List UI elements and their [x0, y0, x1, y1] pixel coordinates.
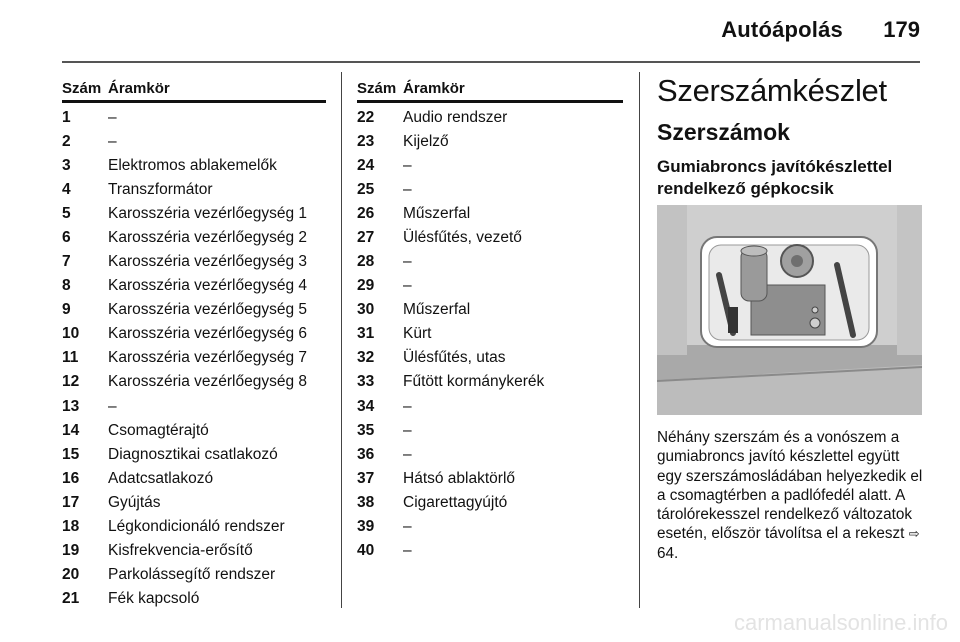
fuse-number: 28	[357, 253, 375, 271]
column-header-number: Szám	[357, 80, 403, 102]
table-row	[357, 515, 623, 539]
table-row	[62, 226, 326, 250]
fuse-number: 13	[62, 397, 80, 415]
fuse-number: 5	[62, 204, 71, 222]
column-header-circuit: Áramkör	[108, 80, 326, 102]
table-row	[62, 298, 326, 322]
fuse-number: 19	[62, 542, 80, 560]
circuit-name: –	[403, 156, 412, 174]
column-divider	[639, 72, 640, 608]
fuse-number: 4	[62, 180, 71, 198]
fuse-table-2	[357, 80, 623, 563]
fuse-number: 20	[62, 566, 80, 584]
column-divider	[341, 72, 342, 608]
table-row	[62, 274, 326, 298]
fuse-number: 34	[357, 397, 375, 415]
circuit-name: Csomagtérajtó	[108, 421, 209, 439]
tool-kit-photo	[657, 205, 922, 415]
table-row	[62, 346, 326, 370]
circuit-name: –	[403, 253, 412, 271]
circuit-name: Kürt	[403, 325, 432, 343]
fuse-number: 6	[62, 228, 71, 246]
fuse-number: 3	[62, 156, 71, 174]
table-row	[357, 298, 623, 322]
column-header-circuit: Áramkör	[403, 80, 623, 102]
fuse-number: 21	[62, 590, 80, 608]
fuse-number: 31	[357, 325, 375, 343]
fuse-number: 1	[62, 109, 71, 127]
fuse-number: 2	[62, 132, 71, 150]
table-row	[357, 322, 623, 346]
circuit-name: Cigarettagyújtó	[403, 493, 508, 511]
body-text: Néhány szerszám és a vonószem a gumiabroncs javító készlettel együtt egy szerszámosládában helyezkedik el a csomagtérben a padlófedél alatt. A tárolórekesszel rendelkező változatok esetén, először távolítsa el a rekeszt	[657, 429, 923, 543]
body-paragraph	[657, 428, 927, 563]
table-row	[62, 491, 326, 515]
circuit-name: Elektromos ablakemelők	[108, 156, 277, 174]
table-row	[62, 370, 326, 394]
table-row	[62, 250, 326, 274]
header-divider	[62, 61, 920, 63]
fuse-number: 24	[357, 156, 375, 174]
fuse-number: 35	[357, 421, 375, 439]
fuse-number: 26	[357, 204, 375, 222]
circuit-name: Transzformátor	[108, 180, 213, 198]
circuit-name: Kijelző	[403, 132, 449, 150]
circuit-name: Ülésfűtés, vezető	[403, 228, 522, 246]
fuse-number: 27	[357, 228, 375, 246]
fuse-number: 36	[357, 445, 375, 463]
table-row	[357, 226, 623, 250]
table-row	[357, 419, 623, 443]
section-subtitle: Szerszámok	[657, 119, 790, 145]
table-row	[357, 102, 623, 130]
circuit-name: Parkolássegítő rendszer	[108, 566, 276, 584]
fuse-number: 15	[62, 445, 80, 463]
circuit-name: –	[403, 421, 412, 439]
circuit-name: Karosszéria vezérlőegység 4	[108, 277, 308, 295]
fuse-number: 22	[357, 109, 375, 127]
table-row	[357, 130, 623, 154]
circuit-name: Fűtött kormánykerék	[403, 373, 545, 391]
fuse-number: 17	[62, 493, 80, 511]
fuse-table-1	[62, 80, 326, 611]
circuit-name: Karosszéria vezérlőegység 1	[108, 204, 308, 222]
table-row	[357, 202, 623, 226]
table-row	[62, 515, 326, 539]
table-row	[62, 202, 326, 226]
page-reference[interactable]: 64.	[657, 544, 679, 562]
table-row	[62, 130, 326, 154]
table-row	[357, 539, 623, 563]
fuse-number: 7	[62, 253, 71, 271]
table-row	[357, 178, 623, 202]
circuit-name: Audio rendszer	[403, 109, 508, 127]
fuse-table-2-column	[357, 80, 623, 563]
table-row	[357, 370, 623, 394]
table-row	[357, 274, 623, 298]
fuse-number: 29	[357, 277, 375, 295]
toolkit-section	[657, 72, 927, 562]
table-row	[62, 102, 326, 130]
fuse-number: 11	[62, 349, 79, 367]
circuit-name: Diagnosztikai csatlakozó	[108, 445, 278, 463]
circuit-name: Fék kapcsoló	[108, 590, 200, 608]
arrow-right-icon: ⇨	[908, 526, 920, 542]
section-subsubtitle: Gumiabroncs javítókészlettel rendelkező gépkocsik	[657, 157, 893, 198]
table-row	[62, 587, 326, 611]
section-title: Szerszámkészlet	[657, 73, 887, 108]
fuse-number: 38	[357, 493, 375, 511]
table-row	[62, 322, 326, 346]
circuit-name: Karosszéria vezérlőegység 2	[108, 228, 308, 246]
circuit-name: –	[108, 109, 117, 127]
fuse-number: 33	[357, 373, 375, 391]
table-row	[62, 419, 326, 443]
fuse-number: 8	[62, 277, 71, 295]
page-number: 179	[883, 17, 920, 42]
circuit-name: Karosszéria vezérlőegység 7	[108, 349, 308, 367]
page-header	[0, 0, 960, 60]
table-row	[357, 154, 623, 178]
table-row	[357, 395, 623, 419]
table-row	[62, 395, 326, 419]
circuit-name: –	[403, 180, 412, 198]
table-row	[357, 443, 623, 467]
fuse-number: 14	[62, 421, 80, 439]
table-row	[357, 346, 623, 370]
fuse-table-1-column	[62, 80, 326, 611]
table-row	[62, 563, 326, 587]
circuit-name: Adatcsatlakozó	[108, 469, 214, 487]
circuit-name: Karosszéria vezérlőegység 6	[108, 325, 308, 343]
table-row	[62, 467, 326, 491]
table-header-row	[357, 80, 623, 102]
fuse-number: 12	[62, 373, 80, 391]
circuit-name: –	[403, 518, 412, 536]
fuse-number: 37	[357, 469, 375, 487]
fuse-number: 23	[357, 132, 375, 150]
fuse-number: 10	[62, 325, 80, 343]
circuit-name: –	[403, 397, 412, 415]
table-row	[357, 491, 623, 515]
fuse-number: 39	[357, 518, 375, 536]
table-row	[62, 443, 326, 467]
table-row	[62, 178, 326, 202]
circuit-name: Műszerfal	[403, 301, 471, 319]
circuit-name: –	[108, 397, 117, 415]
fuse-number: 9	[62, 301, 71, 319]
table-row	[62, 154, 326, 178]
circuit-name: Műszerfal	[403, 204, 471, 222]
fuse-number: 25	[357, 180, 375, 198]
table-row	[357, 250, 623, 274]
fuse-number: 30	[357, 301, 375, 319]
fuse-number: 40	[357, 542, 375, 560]
circuit-name: Karosszéria vezérlőegység 5	[108, 301, 308, 319]
table-row	[62, 539, 326, 563]
page-title: Autóápolás	[721, 17, 843, 42]
fuse-number: 18	[62, 518, 80, 536]
column-header-number: Szám	[62, 80, 108, 102]
circuit-name: Gyújtás	[108, 493, 161, 511]
watermark: carmanualsonline.info	[733, 610, 948, 635]
circuit-name: Légkondicionáló rendszer	[108, 518, 285, 536]
table-header-row	[62, 80, 326, 102]
circuit-name: –	[403, 542, 412, 560]
table-row	[357, 467, 623, 491]
circuit-name: Karosszéria vezérlőegység 8	[108, 373, 308, 391]
circuit-name: Hátsó ablaktörlő	[403, 469, 516, 487]
circuit-name: –	[403, 277, 412, 295]
circuit-name: –	[108, 132, 117, 150]
circuit-name: Kisfrekvencia-erősítő	[108, 542, 253, 560]
circuit-name: Ülésfűtés, utas	[403, 349, 506, 367]
fuse-number: 16	[62, 469, 80, 487]
circuit-name: –	[403, 445, 412, 463]
tool-kit-illustration	[657, 205, 922, 415]
fuse-number: 32	[357, 349, 375, 367]
circuit-name: Karosszéria vezérlőegység 3	[108, 253, 308, 271]
